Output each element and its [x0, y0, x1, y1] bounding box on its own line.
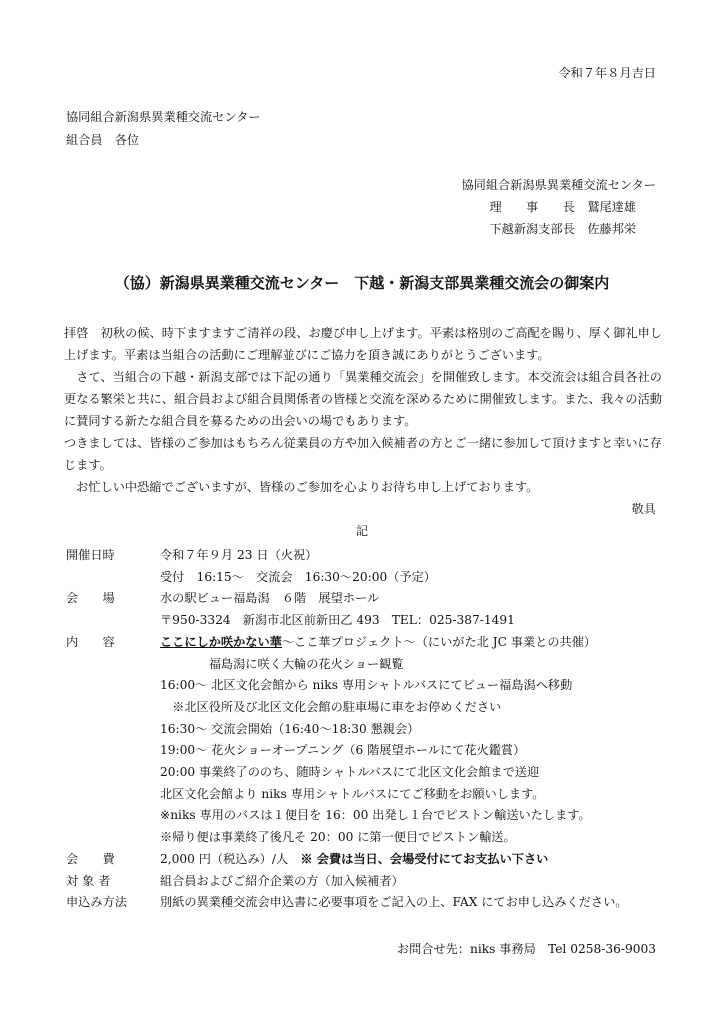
paragraph: 拝啓 初秋の候、時下ますますご清祥の段、お慶び申し上げます。平素は格別のご高配を賜り、厚く御礼申し上げます。平素は当組合の活動にご理解並びにご協力を頂き誠にありがとうございます。 — [64, 326, 662, 362]
detail-line: 令和７年９月 23 日（火祝） — [160, 548, 318, 562]
detail-line: 19:00〜 花火ショーオープニング（6 階展望ホールにて花火鑑賞） — [160, 743, 526, 758]
sender-name: 鷲尾達雄 — [587, 200, 637, 214]
letter-date: 令和７年８月吉日 — [558, 66, 656, 80]
detail-line: 別紙の異業種交流会申込書に必要事項をご記入の上、FAX にてお申し込みください。 — [160, 895, 628, 910]
letter-body — [64, 322, 662, 498]
detail-label: 内 容 — [66, 634, 115, 649]
detail-label: 申込み方法 — [66, 895, 127, 910]
contact-info: お問合せ先：niks 事務局 Tel 0258-36-9003 — [396, 942, 656, 956]
closing-keigu: 敬具 — [631, 502, 656, 516]
detail-line: 北区文化会館より niks 専用シャトルバスにてご移動をお願いします。 — [160, 786, 545, 801]
detail-line: ※帰り便は事業終了後凡そ 20：00 に第一便目でピストン輸送。 — [160, 830, 516, 845]
sender-branch-head — [489, 220, 656, 242]
detail-label: 会 場 — [66, 591, 115, 606]
content-highlight: ここにしか咲かない華 — [160, 634, 282, 649]
detail-fee — [66, 849, 666, 871]
sender-chairman — [489, 198, 656, 220]
detail-label: 対 象 者 — [66, 873, 111, 888]
detail-line — [160, 632, 666, 654]
detail-label: 開催日時 — [66, 548, 115, 562]
detail-line: 水の駅ビュー福島潟 ６階 展望ホール — [160, 591, 380, 606]
sender-org: 協同組合新潟県異業種交流センター — [461, 178, 656, 192]
detail-venue — [66, 588, 666, 631]
paragraph: つきましては、皆様のご参加はもちろん従業員の方や加入候補者の方とご一緒に参加して頂けますと幸いに存じます。 — [64, 436, 662, 472]
document-title: （協）新潟県異業種交流センター 下越・新潟支部異業種交流会の御案内 — [114, 274, 610, 292]
content-rest: 〜ここ華プロジェクト〜（にいがた北 JC 事業との共催） — [281, 634, 597, 649]
fee-value: 2,000 円（税込み）/人 — [160, 851, 301, 866]
recipient-members: 組合員 各位 — [66, 133, 140, 147]
fee-note: ※ 会費は当日、会場受付にてお支払い下さい — [300, 851, 549, 866]
detail-date — [66, 545, 666, 588]
sender-role: 下越新潟支部長 — [489, 222, 575, 236]
detail-line: ※北区役所及び北区文化会館の駐車場に車をお停めください — [160, 699, 502, 714]
detail-label: 会 費 — [66, 851, 115, 866]
detail-line: 組合員およびご紹介企業の方（加入候補者） — [160, 873, 404, 888]
detail-line: ※niks 専用のバスは１便目を 16：00 出発し１台でピストン輸送いたします。 — [160, 808, 591, 823]
detail-line: 〒950-3324 新潟市北区前新田乙 493 TEL：025-387-1491 — [160, 613, 515, 628]
paragraph: さて、当組合の下越・新潟支部では下記の通り「異業種交流会」を開催致します。本交流会は組合員各社の更なる繁栄と共に、組合員および組合員関係者の皆様と交流を深めるために開催致します。また、我々の活動に賛同する新たな組合員を募るための出会いの場でもあります。 — [64, 370, 662, 428]
detail-target — [66, 871, 666, 893]
detail-line: 16:00〜 北区文化会館から niks 専用シャトルバスにてビュー福島潟へ移動 — [160, 678, 573, 693]
sender-role: 理 事 長 — [489, 200, 575, 214]
paragraph: お忙しい中恐縮でございますが、皆様のご参加を心よりお待ち申し上げております。 — [64, 480, 539, 494]
ki-heading: 記 — [355, 524, 369, 538]
detail-line: 16:30〜 交流会開始（16:40〜18:30 懇親会） — [160, 721, 420, 736]
recipient-org: 協同組合新潟県異業種交流センター — [66, 110, 261, 124]
detail-content — [66, 632, 666, 849]
detail-apply — [66, 892, 666, 914]
detail-line: 20:00 事業終了ののち、随時シャトルバスにて北区文化会館まで送迎 — [160, 765, 540, 780]
detail-line: 受付 16:15〜 交流会 16:30〜20:00（予定） — [160, 569, 436, 584]
event-details — [66, 545, 666, 914]
sender-name: 佐藤邦栄 — [587, 222, 637, 236]
sender-block — [461, 176, 656, 242]
detail-line: 福島潟に咲く大輪の花火ショー観覧 — [160, 656, 404, 671]
